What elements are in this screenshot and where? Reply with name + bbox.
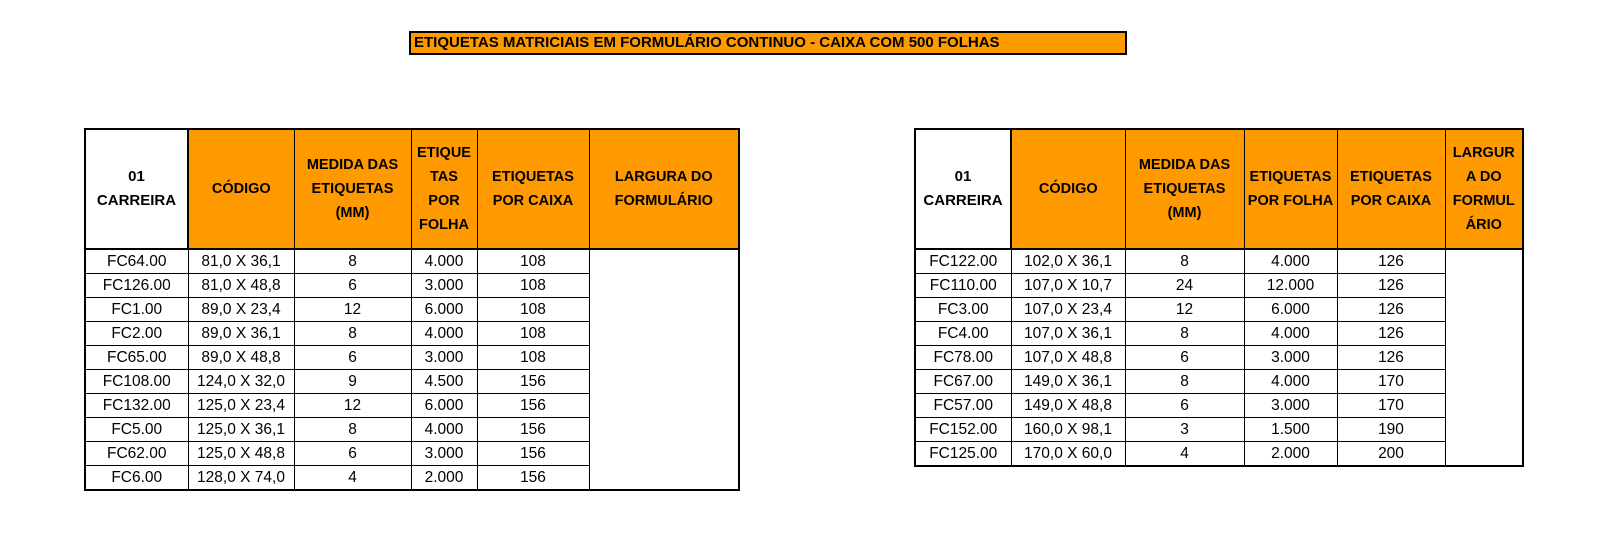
cell-largura: 156 xyxy=(477,466,589,491)
table-row xyxy=(915,394,1523,418)
cell-largura: 108 xyxy=(477,274,589,298)
cell-largura: 126 xyxy=(1337,274,1445,298)
cell-por-folha: 6 xyxy=(1125,346,1244,370)
table-row xyxy=(85,346,739,370)
table-row xyxy=(915,274,1523,298)
table-row xyxy=(915,322,1523,346)
cell-por-folha: 24 xyxy=(1125,274,1244,298)
cell-medida: 89,0 X 23,4 xyxy=(188,298,294,322)
cell-por-folha: 8 xyxy=(294,249,411,274)
cell-medida: 81,0 X 48,8 xyxy=(188,274,294,298)
cell-por-caixa: 4.000 xyxy=(1244,249,1337,274)
table-row xyxy=(85,370,739,394)
header-por-caixa: ETIQUETAS POR CAIXA xyxy=(1337,129,1445,249)
table-row xyxy=(915,442,1523,467)
table-row xyxy=(85,418,739,442)
cell-medida: 124,0 X 32,0 xyxy=(188,370,294,394)
table-row xyxy=(85,298,739,322)
table-row xyxy=(85,394,739,418)
cell-medida: 107,0 X 36,1 xyxy=(1011,322,1125,346)
group-label-text: CARREIRA xyxy=(923,192,1003,209)
cell-codigo: FC57.00 xyxy=(915,394,1011,418)
cell-por-caixa: 6.000 xyxy=(411,394,477,418)
cell-largura: 156 xyxy=(477,442,589,466)
cell-por-folha: 6 xyxy=(294,442,411,466)
cell-por-caixa: 4.000 xyxy=(411,322,477,346)
cell-codigo: FC62.00 xyxy=(85,442,188,466)
cell-medida: 160,0 X 98,1 xyxy=(1011,418,1125,442)
cell-largura: 170 xyxy=(1337,370,1445,394)
cell-codigo: FC67.00 xyxy=(915,370,1011,394)
group-label-number: 01 xyxy=(128,168,145,185)
cell-medida: 149,0 X 48,8 xyxy=(1011,394,1125,418)
cell-por-caixa: 4.500 xyxy=(411,370,477,394)
table-row xyxy=(915,249,1523,274)
cell-largura: 156 xyxy=(477,418,589,442)
cell-por-caixa: 4.000 xyxy=(1244,322,1337,346)
table-row xyxy=(85,249,739,274)
header-por-folha: ETIQUE TAS POR FOLHA xyxy=(411,129,477,249)
cell-codigo: FC3.00 xyxy=(915,298,1011,322)
labels-table-right xyxy=(914,128,1524,467)
cell-codigo: FC110.00 xyxy=(915,274,1011,298)
cell-codigo: FC125.00 xyxy=(915,442,1011,467)
cell-por-caixa: 12.000 xyxy=(1244,274,1337,298)
header-medida: MEDIDA DAS ETIQUETAS (MM) xyxy=(294,129,411,249)
cell-largura: 126 xyxy=(1337,322,1445,346)
cell-por-folha: 8 xyxy=(1125,370,1244,394)
cell-por-folha: 6 xyxy=(294,274,411,298)
header-por-folha: ETIQUETAS POR FOLHA xyxy=(1244,129,1337,249)
cell-por-folha: 12 xyxy=(294,394,411,418)
cell-por-folha: 6 xyxy=(1125,394,1244,418)
cell-por-caixa: 1.500 xyxy=(1244,418,1337,442)
cell-por-folha: 6 xyxy=(294,346,411,370)
cell-por-folha: 12 xyxy=(1125,298,1244,322)
cell-medida: 107,0 X 10,7 xyxy=(1011,274,1125,298)
group-label xyxy=(85,129,188,249)
cell-medida: 107,0 X 48,8 xyxy=(1011,346,1125,370)
cell-largura: 108 xyxy=(477,322,589,346)
cell-por-caixa: 2.000 xyxy=(1244,442,1337,467)
cell-medida: 125,0 X 36,1 xyxy=(188,418,294,442)
header-largura: LARGURA DO FORMULÁRIO xyxy=(589,129,739,249)
cell-por-folha: 8 xyxy=(1125,249,1244,274)
cell-por-caixa: 4.000 xyxy=(411,418,477,442)
cell-medida: 89,0 X 36,1 xyxy=(188,322,294,346)
cell-por-folha: 8 xyxy=(294,322,411,346)
table-row xyxy=(85,442,739,466)
page-title: ETIQUETAS MATRICIAIS EM FORMULÁRIO CONTINUO - CAIXA COM 500 FOLHAS xyxy=(409,31,1127,55)
cell-por-caixa: 6.000 xyxy=(411,298,477,322)
cell-largura: 108 xyxy=(477,298,589,322)
cell-medida: 149,0 X 36,1 xyxy=(1011,370,1125,394)
table-row xyxy=(915,370,1523,394)
cell-por-folha: 9 xyxy=(294,370,411,394)
cell-por-caixa: 3.000 xyxy=(411,442,477,466)
cell-largura: 108 xyxy=(477,346,589,370)
cell-codigo: FC4.00 xyxy=(915,322,1011,346)
header-por-caixa: ETIQUETAS POR CAIXA xyxy=(477,129,589,249)
cell-codigo: FC152.00 xyxy=(915,418,1011,442)
cell-codigo: FC65.00 xyxy=(85,346,188,370)
cell-codigo: FC132.00 xyxy=(85,394,188,418)
group-label-text: CARREIRA xyxy=(96,192,177,209)
cell-por-folha: 4 xyxy=(1125,442,1244,467)
header-codigo: CÓDIGO xyxy=(1011,129,1125,249)
cell-codigo: FC5.00 xyxy=(85,418,188,442)
header-medida: MEDIDA DAS ETIQUETAS (MM) xyxy=(1125,129,1244,249)
cell-largura: 200 xyxy=(1337,442,1445,467)
cell-largura: 156 xyxy=(477,394,589,418)
table-row xyxy=(915,346,1523,370)
cell-codigo: FC2.00 xyxy=(85,322,188,346)
cell-largura: 170 xyxy=(1337,394,1445,418)
group-label-number: 01 xyxy=(954,168,972,185)
cell-por-folha: 8 xyxy=(294,418,411,442)
cell-codigo: FC122.00 xyxy=(915,249,1011,274)
cell-medida: 107,0 X 23,4 xyxy=(1011,298,1125,322)
header-largura: LARGUR A DO FORMUL ÁRIO xyxy=(1445,129,1523,249)
cell-por-caixa: 3.000 xyxy=(411,274,477,298)
cell-codigo: FC1.00 xyxy=(85,298,188,322)
header-codigo: CÓDIGO xyxy=(188,129,294,249)
cell-largura: 108 xyxy=(477,249,589,274)
cell-medida: 125,0 X 23,4 xyxy=(188,394,294,418)
cell-por-caixa: 3.000 xyxy=(1244,394,1337,418)
group-label xyxy=(915,129,1011,249)
cell-por-caixa: 3.000 xyxy=(411,346,477,370)
labels-table-left xyxy=(84,128,740,491)
cell-por-caixa: 6.000 xyxy=(1244,298,1337,322)
cell-largura: 126 xyxy=(1337,249,1445,274)
table-row xyxy=(85,274,739,298)
cell-por-caixa: 2.000 xyxy=(411,466,477,491)
cell-largura: 190 xyxy=(1337,418,1445,442)
cell-codigo: FC126.00 xyxy=(85,274,188,298)
cell-codigo: FC108.00 xyxy=(85,370,188,394)
table-row xyxy=(85,466,739,491)
cell-medida: 102,0 X 36,1 xyxy=(1011,249,1125,274)
table-row xyxy=(85,322,739,346)
cell-largura: 156 xyxy=(477,370,589,394)
cell-medida: 81,0 X 36,1 xyxy=(188,249,294,274)
cell-largura: 126 xyxy=(1337,346,1445,370)
cell-medida: 128,0 X 74,0 xyxy=(188,466,294,491)
cell-por-caixa: 4.000 xyxy=(411,249,477,274)
cell-por-folha: 4 xyxy=(294,466,411,491)
table-row xyxy=(915,418,1523,442)
cell-por-folha: 3 xyxy=(1125,418,1244,442)
cell-codigo: FC78.00 xyxy=(915,346,1011,370)
cell-codigo: FC64.00 xyxy=(85,249,188,274)
cell-largura: 126 xyxy=(1337,298,1445,322)
cell-por-folha: 8 xyxy=(1125,322,1244,346)
cell-medida: 170,0 X 60,0 xyxy=(1011,442,1125,467)
cell-por-caixa: 4.000 xyxy=(1244,370,1337,394)
cell-por-caixa: 3.000 xyxy=(1244,346,1337,370)
cell-medida: 125,0 X 48,8 xyxy=(188,442,294,466)
cell-por-folha: 12 xyxy=(294,298,411,322)
table-row xyxy=(915,298,1523,322)
cell-codigo: FC6.00 xyxy=(85,466,188,491)
cell-medida: 89,0 X 48,8 xyxy=(188,346,294,370)
